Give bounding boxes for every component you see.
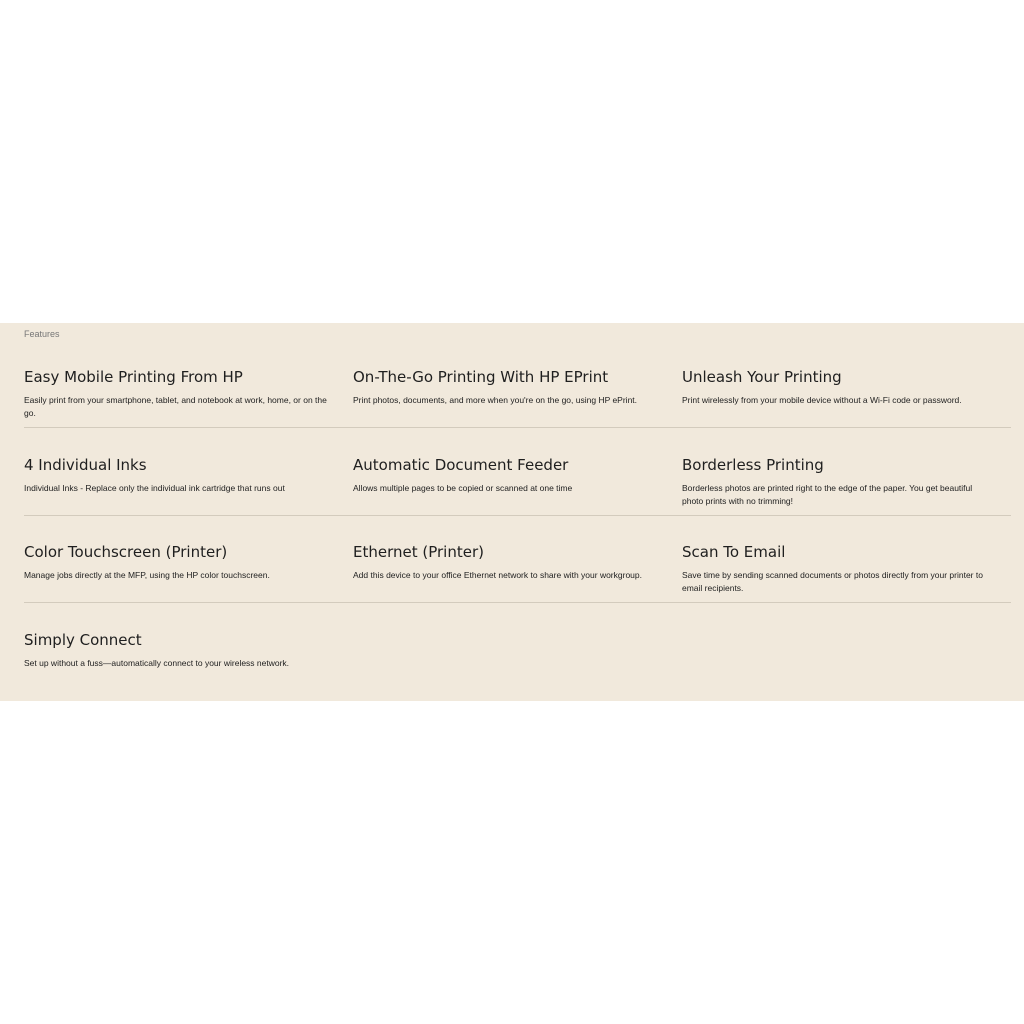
feature-title: 4 Individual Inks: [24, 456, 147, 474]
feature-title: Color Touchscreen (Printer): [24, 543, 228, 561]
feature-item: [682, 340, 1011, 427]
feature-title: Easy Mobile Printing From HP: [24, 368, 243, 386]
feature-item: [353, 515, 682, 602]
features-section: [0, 323, 1024, 701]
feature-description: Set up without a fuss—automatically connect to your wireless network.: [24, 658, 290, 668]
feature-item: [24, 515, 353, 602]
section-label: Features: [24, 329, 60, 339]
feature-title: Automatic Document Feeder: [353, 456, 569, 474]
feature-row: [24, 340, 1011, 428]
feature-item: [682, 515, 1011, 602]
feature-title: On-The-Go Printing With HP EPrint: [353, 368, 609, 386]
feature-item: [682, 428, 1011, 515]
feature-description: Individual Inks - Replace only the individual ink cartridge that runs out: [24, 483, 285, 493]
feature-item: [24, 428, 353, 515]
feature-item: [24, 340, 353, 427]
feature-title: Ethernet (Printer): [353, 543, 484, 561]
feature-title: Simply Connect: [24, 631, 142, 649]
feature-row: [24, 428, 1011, 516]
feature-description: Save time by sending scanned documents or photos directly from your printer to email recipients.: [682, 570, 983, 593]
feature-row: [24, 515, 1011, 603]
feature-item: [353, 428, 682, 515]
feature-title: Unleash Your Printing: [682, 368, 842, 386]
feature-item: [24, 603, 353, 690]
feature-item: [353, 340, 682, 427]
feature-description: Manage jobs directly at the MFP, using the HP color touchscreen.: [24, 570, 270, 580]
feature-description: Print wirelessly from your mobile device without a Wi-Fi code or password.: [682, 395, 962, 405]
feature-title: Borderless Printing: [682, 456, 824, 474]
feature-row: [24, 603, 1011, 690]
feature-description: Borderless photos are printed right to the edge of the paper. You get beautiful photo prints with no trimming!: [682, 483, 973, 506]
feature-description: Print photos, documents, and more when you're on the go, using HP ePrint.: [353, 395, 638, 405]
feature-title: Scan To Email: [682, 543, 786, 561]
feature-description: Add this device to your office Ethernet network to share with your workgroup.: [353, 570, 642, 580]
feature-description: Easily print from your smartphone, tablet, and notebook at work, home, or on the go.: [24, 395, 327, 418]
feature-description: Allows multiple pages to be copied or scanned at one time: [353, 483, 573, 493]
